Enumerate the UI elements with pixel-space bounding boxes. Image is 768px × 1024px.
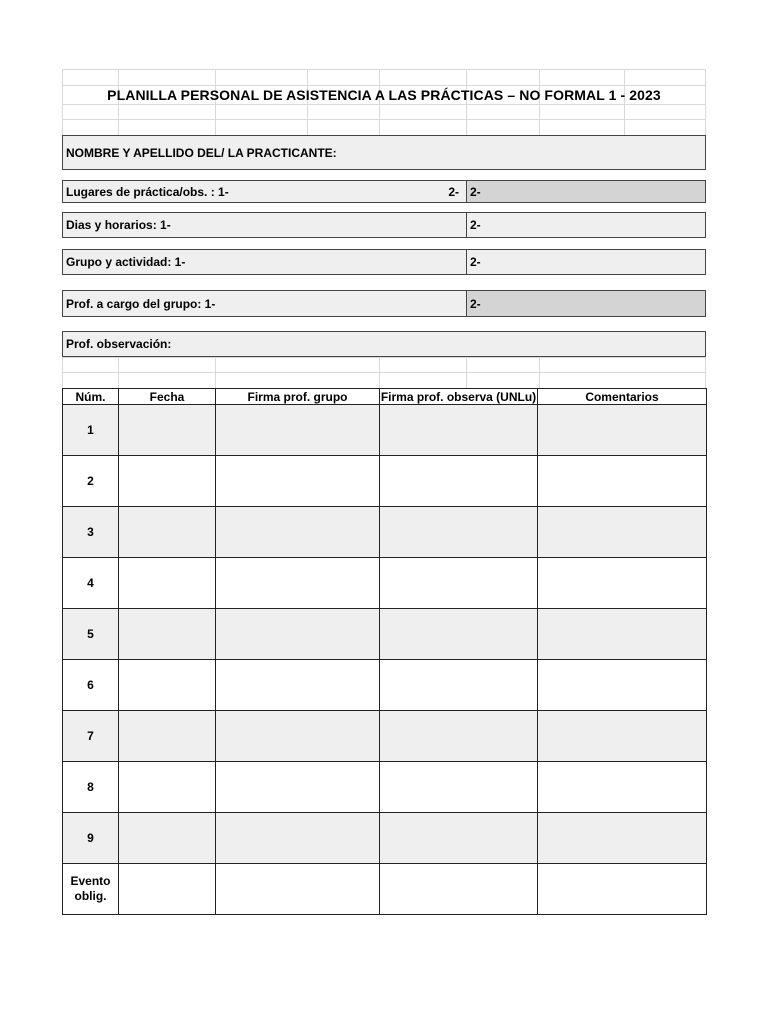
prof-cargo-field[interactable] [62,290,706,317]
nombre-label: NOMBRE Y APELLIDO DEL/ LA PRACTICANTE: [66,145,337,160]
dias-label: Dias y horarios: 1- [66,218,171,232]
prof-obs-field[interactable] [62,331,706,357]
comentarios-cell[interactable] [538,660,707,711]
table-row [63,711,707,762]
attendance-table [62,388,707,915]
firma-grupo-cell[interactable] [216,711,380,762]
row-number: 5 [63,609,119,660]
page-title: PLANILLA PERSONAL DE ASISTENCIA A LAS PRÁCTICAS – NO FORMAL 1 - 2023 [107,87,661,103]
comentarios-cell[interactable] [538,711,707,762]
fecha-cell[interactable] [119,660,216,711]
fecha-cell[interactable] [119,507,216,558]
firma-observa-cell[interactable] [380,405,538,456]
dias-second-label: 2- [470,218,481,232]
nombre-field[interactable] [62,135,706,170]
comentarios-cell[interactable] [538,609,707,660]
firma-observa-cell[interactable] [380,609,538,660]
prof-obs-label: Prof. observación: [66,337,172,351]
comentarios-cell[interactable] [538,405,707,456]
firma-observa-cell[interactable] [380,507,538,558]
table-row [63,660,707,711]
firma-observa-cell[interactable] [380,813,538,864]
table-row [63,405,707,456]
firma-observa-cell[interactable] [380,558,538,609]
comentarios-cell[interactable] [538,762,707,813]
header-firma-observa: Firma prof. observa (UNLu) [380,389,537,404]
fecha-cell[interactable] [119,762,216,813]
grupo-second-label: 2- [470,255,481,269]
grupo-label: Grupo y actividad: 1- [66,255,186,269]
row-number: 1 [63,405,119,456]
dias-second-cell[interactable] [466,213,705,237]
fecha-cell[interactable] [119,456,216,507]
firma-grupo-cell[interactable] [216,762,380,813]
comentarios-cell[interactable] [538,456,707,507]
table-row [63,456,707,507]
table-header-row [63,389,707,405]
table-row [63,813,707,864]
comentarios-cell[interactable] [538,813,707,864]
lugares-mid-label: 2- [448,184,459,199]
grupo-second-cell[interactable] [466,250,705,274]
firma-observa-cell[interactable] [380,762,538,813]
table-row [63,762,707,813]
row-number: 7 [63,711,119,762]
table-row [63,507,707,558]
lugares-second-cell[interactable] [466,181,705,202]
prof-cargo-second-cell[interactable] [466,291,705,316]
firma-grupo-cell[interactable] [216,405,380,456]
dias-field[interactable] [62,212,706,238]
firma-grupo-cell[interactable] [216,864,380,915]
firma-grupo-cell[interactable] [216,813,380,864]
prof-cargo-label: Prof. a cargo del grupo: 1- [66,296,216,311]
row-number: 2 [63,456,119,507]
comentarios-cell[interactable] [538,507,707,558]
fecha-cell[interactable] [119,558,216,609]
fecha-cell[interactable] [119,405,216,456]
lugares-field[interactable] [62,180,706,203]
row-number: 9 [63,813,119,864]
row-number: 8 [63,762,119,813]
row-number: 6 [63,660,119,711]
firma-observa-cell[interactable] [380,456,538,507]
row-number: Evento oblig. [63,864,119,915]
firma-grupo-cell[interactable] [216,660,380,711]
header-firma-grupo: Firma prof. grupo [216,389,380,405]
firma-observa-cell[interactable] [380,711,538,762]
fecha-cell[interactable] [119,711,216,762]
grupo-field[interactable] [62,249,706,275]
lugares-second-label: 2- [470,184,481,199]
firma-grupo-cell[interactable] [216,456,380,507]
lugares-label: Lugares de práctica/obs. : 1- [66,184,229,199]
prof-cargo-second-label: 2- [470,296,481,311]
comentarios-cell[interactable] [538,864,707,915]
table-row [63,558,707,609]
table-row [63,864,707,915]
row-number: 3 [63,507,119,558]
fecha-cell[interactable] [119,864,216,915]
comentarios-cell[interactable] [538,558,707,609]
table-row [63,609,707,660]
firma-observa-cell[interactable] [380,660,538,711]
header-comentarios: Comentarios [538,389,707,405]
fecha-cell[interactable] [119,609,216,660]
firma-grupo-cell[interactable] [216,558,380,609]
row-number: 4 [63,558,119,609]
firma-observa-cell[interactable] [380,864,538,915]
firma-grupo-cell[interactable] [216,609,380,660]
fecha-cell[interactable] [119,813,216,864]
firma-grupo-cell[interactable] [216,507,380,558]
header-fecha: Fecha [119,389,216,405]
header-num: Núm. [63,389,119,405]
